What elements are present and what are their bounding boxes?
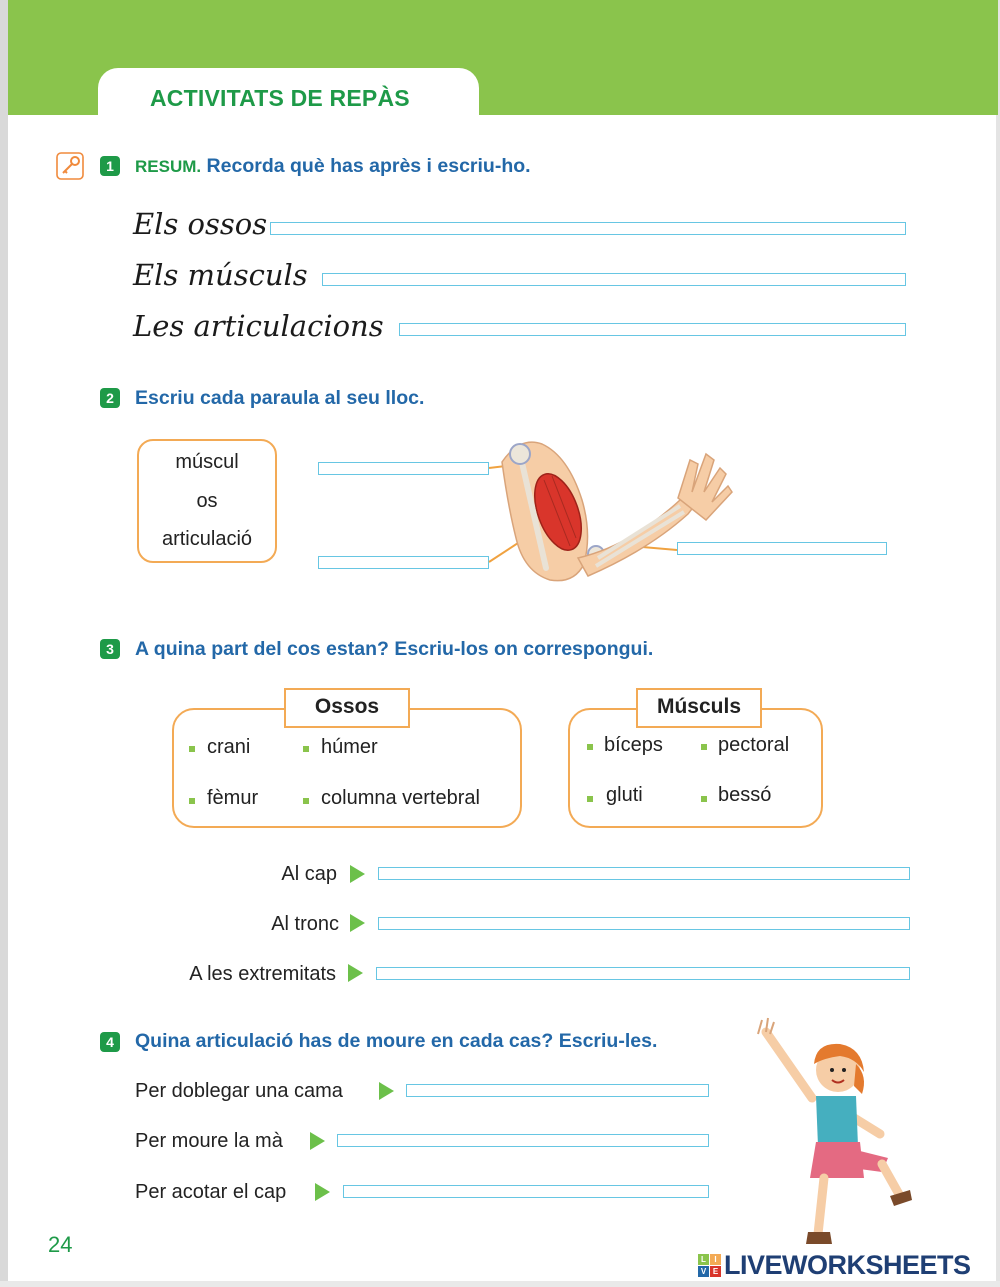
doblegar-cama-input[interactable] [406,1084,709,1097]
row-al-cap-label: Al cap [281,863,337,885]
arm-illustration [480,430,740,590]
bullet-icon [189,746,195,752]
moure-ma-input[interactable] [337,1134,709,1147]
question-3-number: 3 [100,639,120,659]
word-os: os [196,490,218,512]
word-articulacio: articulació [161,528,253,550]
page-title: ACTIVITATS DE REPÀS [150,85,410,111]
bone-femur: fèmur [207,787,259,809]
prompt-muscles: Els músculs [133,258,308,292]
row-moure-ma-label: Per moure la mà [135,1130,283,1152]
muscle-biceps: bíceps [604,734,663,756]
row-al-tronc-label: Al tronc [271,913,339,935]
page-number: 24 [48,1232,73,1257]
bullet-icon [587,796,593,802]
question-4-number: 4 [100,1032,120,1052]
arrow-right-icon [350,914,365,932]
acotar-cap-input[interactable] [343,1185,709,1198]
liveworksheets-text: LIVEWORKSHEETS [724,1250,971,1280]
bullet-icon [587,744,593,750]
extremitats-input[interactable] [376,967,910,980]
question-2-number: 2 [100,388,120,408]
bullet-icon [303,798,309,804]
arrow-right-icon [310,1132,325,1150]
arrow-right-icon [379,1082,394,1100]
liveworksheets-logo [698,1250,971,1281]
question-1-instruction: RESUM. Recorda què has après i escriu-ho. [135,155,531,177]
bone-humer: húmer [321,736,378,758]
bone-columna-vertebral: columna vertebral [321,787,480,809]
question-4-instruction: Quina articulació has de moure en cada cas? Escriu-les. [135,1030,658,1052]
word-muscul: múscul [175,451,239,473]
row-extremitats-label: A les extremitats [189,963,336,985]
girl-illustration [752,1012,912,1252]
resum-label: RESUM. [135,157,202,176]
muscle-pectoral: pectoral [718,734,790,756]
answer-muscles-input[interactable] [322,273,906,286]
muscles-title: Músculs [636,688,762,728]
arrow-right-icon [348,964,363,982]
question-3-instruction: A quina part del cos estan? Escriu-los on correspongui. [135,638,654,660]
arrow-right-icon [315,1183,330,1201]
question-2-instruction: Escriu cada paraula al seu lloc. [135,387,425,409]
answer-ossos-input[interactable] [270,222,906,235]
prompt-articulacions: Les articulacions [133,309,384,343]
ossos-title: Ossos [284,688,410,728]
arm-label-top-input[interactable] [318,462,489,475]
arm-label-bottom-input[interactable] [318,556,489,569]
key-icon [56,152,84,180]
liveworksheets-badge: L I V E [698,1254,721,1277]
muscle-besso: bessó [718,784,772,806]
bullet-icon [303,746,309,752]
question-1-number: 1 [100,156,120,176]
scan-edge-left [0,0,8,1287]
al-tronc-input[interactable] [378,917,910,930]
al-cap-input[interactable] [378,867,910,880]
scan-edge-right [996,0,1000,1287]
bullet-icon [701,796,707,802]
answer-articulacions-input[interactable] [399,323,906,336]
bullet-icon [189,798,195,804]
bone-crani: crani [207,736,251,758]
arrow-right-icon [350,865,365,883]
scan-edge-bottom [0,1281,1000,1287]
muscle-gluti: gluti [606,784,643,806]
prompt-ossos: Els ossos [133,207,268,241]
bullet-icon [701,744,707,750]
row-acotar-cap-label: Per acotar el cap [135,1181,287,1203]
row-doblegar-cama-label: Per doblegar una cama [135,1080,343,1102]
